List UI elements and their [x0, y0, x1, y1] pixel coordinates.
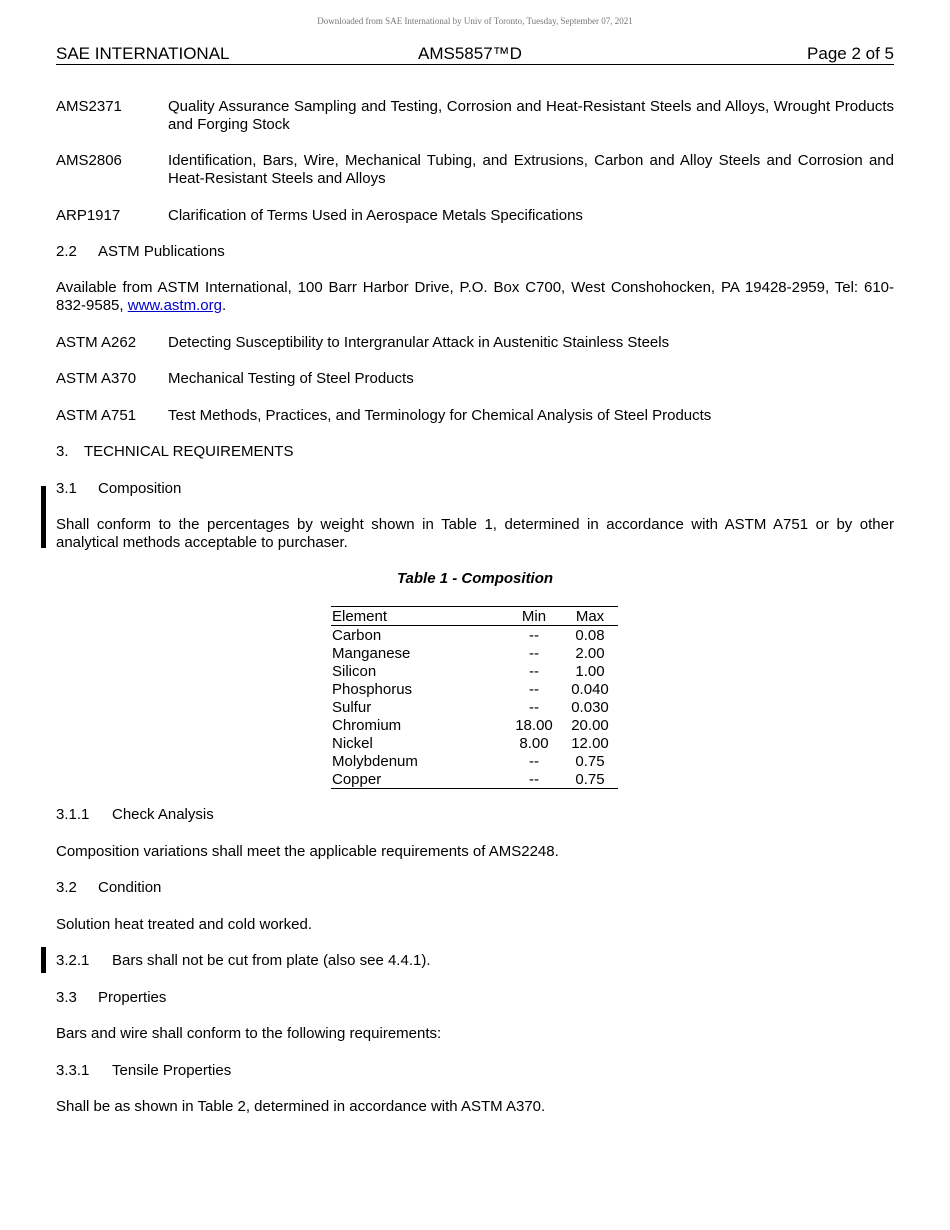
- cell-max: 0.08: [575, 626, 605, 644]
- cell-element: Manganese: [332, 644, 411, 662]
- section-title: Tensile Properties: [112, 1062, 232, 1079]
- cell-element: Copper: [332, 770, 382, 788]
- column-header-max: Max: [575, 607, 605, 625]
- cell-max: 0.040: [571, 680, 609, 698]
- composition-table: [331, 606, 618, 789]
- cell-max: 0.030: [571, 698, 609, 716]
- column-header-element: Element: [332, 607, 388, 625]
- table-row: [331, 644, 618, 662]
- section-2-2-heading: [56, 243, 225, 261]
- cell-min: 8.00: [519, 734, 549, 752]
- section-title: Check Analysis: [112, 806, 214, 823]
- cell-max: 0.75: [575, 770, 605, 788]
- cell-min: 18.00: [515, 716, 553, 734]
- cell-max: 12.00: [571, 734, 609, 752]
- table-row: [331, 752, 618, 770]
- revision-change-bar: [41, 486, 46, 548]
- cell-element: Molybdenum: [332, 752, 418, 770]
- section-3-3-heading: [56, 989, 166, 1007]
- composition-paragraph: Shall conform to the percentages by weight shown in Table 1, determined in accordance with ASTM A751 or by other analytical methods acceptable to purchaser.: [56, 516, 894, 551]
- cell-element: Silicon: [332, 662, 377, 680]
- cell-max: 1.00: [575, 662, 605, 680]
- section-title: Properties: [98, 989, 167, 1006]
- table-header-row: [331, 607, 618, 626]
- section-title: ASTM Publications: [98, 243, 225, 260]
- table-row: [331, 662, 618, 680]
- cell-element: Phosphorus: [332, 680, 413, 698]
- page-header: [56, 44, 894, 65]
- column-header-min: Min: [521, 607, 547, 625]
- ref-astm-a262: [56, 334, 894, 352]
- section-3-2-1-heading: [56, 952, 431, 970]
- cell-min: --: [529, 626, 539, 644]
- ref-code: ARP1917: [56, 207, 121, 224]
- table-row: [331, 716, 618, 734]
- section-number: 3.2: [56, 879, 77, 896]
- ref-code: ASTM A370: [56, 370, 137, 387]
- astm-availability-text: Available from ASTM International, 100 Barr Harbor Drive, P.O. Box C700, West Conshohocken, PA 19428-2959, Tel: 610-832-9585,: [56, 279, 894, 314]
- section-number: 3.2.1: [56, 952, 90, 969]
- ref-description: Clarification of Terms Used in Aerospace Metals Specifications: [168, 207, 583, 224]
- section-number: 3.1: [56, 480, 77, 497]
- cell-min: --: [529, 644, 539, 662]
- ref-code: AMS2806: [56, 152, 122, 169]
- astm-website-link[interactable]: www.astm.org: [127, 297, 222, 314]
- revision-change-bar: [41, 947, 46, 973]
- astm-availability-end: .: [221, 297, 227, 314]
- cell-min: --: [529, 698, 539, 716]
- tensile-properties-paragraph: Shall be as shown in Table 2, determined in accordance with ASTM A370.: [56, 1098, 546, 1115]
- section-number: 3.3.1: [56, 1062, 90, 1079]
- ref-ams2371: [56, 98, 894, 134]
- ref-arp1917: [56, 207, 894, 225]
- header-doc-number: AMS5857™D: [418, 44, 522, 63]
- condition-paragraph: Solution heat treated and cold worked.: [56, 916, 313, 933]
- cell-max: 2.00: [575, 644, 605, 662]
- cell-max: 0.75: [575, 752, 605, 770]
- section-3-3-1-heading: [56, 1062, 231, 1080]
- ref-ams2806: [56, 152, 894, 188]
- ref-code: ASTM A262: [56, 334, 137, 351]
- table-row: [331, 680, 618, 698]
- ref-description: Test Methods, Practices, and Terminology for Chemical Analysis of Steel Products: [168, 407, 712, 424]
- check-analysis-paragraph: Composition variations shall meet the applicable requirements of AMS2248.: [56, 843, 559, 860]
- ref-astm-a370: [56, 370, 894, 388]
- ref-description: Identification, Bars, Wire, Mechanical Tubing, and Extrusions, Carbon and Alloy Steels and Corrosion and Heat-Resistant Steels and Alloys: [168, 152, 894, 187]
- astm-availability-paragraph: [56, 279, 894, 315]
- ref-code: ASTM A751: [56, 407, 137, 424]
- ref-code: AMS2371: [56, 98, 122, 115]
- section-3-heading: [56, 443, 293, 461]
- table-row: [331, 626, 618, 645]
- table-1-title: Table 1 - Composition: [396, 570, 554, 587]
- header-page-number: Page 2 of 5: [807, 44, 894, 63]
- cell-element: Sulfur: [332, 698, 372, 716]
- section-number: 2.2: [56, 243, 77, 260]
- section-title: TECHNICAL REQUIREMENTS: [84, 443, 294, 460]
- section-3-1-heading: [56, 480, 181, 498]
- section-number: 3.: [56, 443, 69, 460]
- ref-description: Detecting Susceptibility to Intergranular Attack in Austenitic Stainless Steels: [168, 334, 670, 351]
- cell-element: Chromium: [332, 716, 402, 734]
- ref-description: Mechanical Testing of Steel Products: [168, 370, 414, 387]
- cell-max: 20.00: [571, 716, 609, 734]
- cell-min: --: [529, 662, 539, 680]
- section-title: Bars shall not be cut from plate (also see 4.4.1).: [112, 952, 431, 969]
- download-watermark: Downloaded from SAE International by Univ of Toronto, Tuesday, September 07, 2021: [317, 16, 633, 26]
- cell-min: --: [529, 752, 539, 770]
- section-title: Condition: [98, 879, 162, 896]
- table-row: [331, 734, 618, 752]
- table-row: [331, 698, 618, 716]
- ref-astm-a751: [56, 407, 894, 425]
- cell-min: --: [529, 680, 539, 698]
- section-number: 3.3: [56, 989, 77, 1006]
- section-number: 3.1.1: [56, 806, 90, 823]
- cell-element: Carbon: [332, 626, 382, 644]
- cell-min: --: [529, 770, 539, 788]
- cell-element: Nickel: [332, 734, 373, 752]
- section-title: Composition: [98, 480, 182, 497]
- section-3-2-heading: [56, 879, 161, 897]
- ref-description: Quality Assurance Sampling and Testing, Corrosion and Heat-Resistant Steels and Alloys, Wrought Products and Forging Stock: [168, 98, 894, 133]
- properties-paragraph: Bars and wire shall conform to the following requirements:: [56, 1025, 442, 1042]
- table-row: [331, 770, 618, 789]
- header-org: SAE INTERNATIONAL: [56, 44, 230, 63]
- section-3-1-1-heading: [56, 806, 214, 824]
